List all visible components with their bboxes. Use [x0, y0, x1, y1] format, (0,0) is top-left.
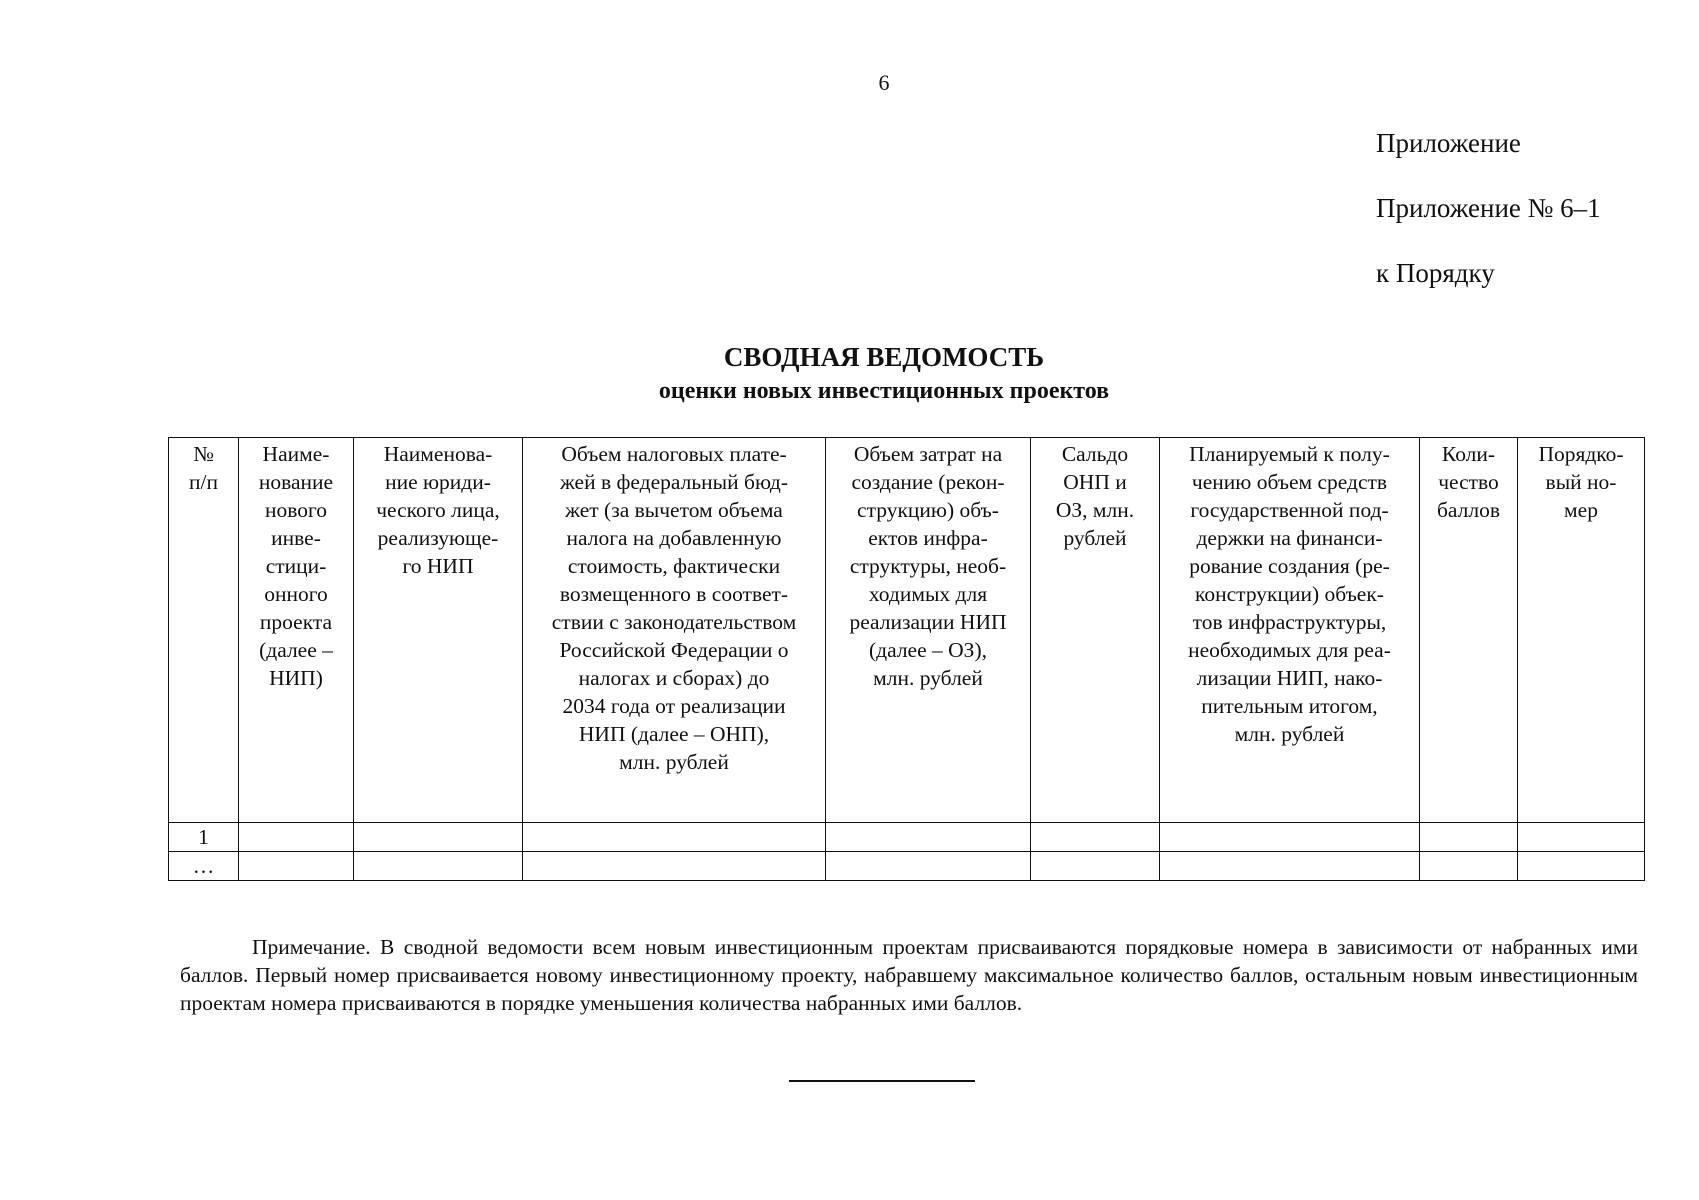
table-cell: [1518, 823, 1645, 852]
table-cell: [239, 823, 354, 852]
appendix-reference: к Порядку: [1376, 258, 1495, 288]
document-title: СВОДНАЯ ВЕДОМОСТЬ: [723, 342, 1045, 372]
table-cell: [1031, 823, 1160, 852]
table-cell: [826, 823, 1031, 852]
appendix-number: Приложение № 6–1: [1376, 193, 1601, 223]
table-cell: [1420, 852, 1518, 881]
document-subtitle: оценки новых инвестиционных проектов: [658, 378, 1110, 404]
table-cell: …: [169, 852, 239, 881]
header-project-name: Наиме- нование нового инве- стици- онного проекта (далее – НИП): [239, 438, 354, 823]
table-header-row: [169, 438, 1645, 823]
table-row: [169, 823, 1645, 852]
footnote: Примечание. В сводной ведомости всем новым инвестиционным проектам присваиваются порядковые номера в зависимости от набранных ими баллов. Первый номер присваивается новому инвестиционному проекту, набравшему максимальное количество баллов, остальным новым инвестиционным проектам номера присваиваются в порядке уменьшения количества набранных ими баллов.: [180, 935, 1638, 1015]
table-cell: [1160, 852, 1420, 881]
header-state-support: Планируемый к полу- чению объем средств государственной под- держки на финанси- рование создания (ре- конструкции) объек- тов инфраструктуры, необходимых для реа- лизации НИП, нако- пительным итогом, млн. рублей: [1160, 438, 1420, 823]
table-cell: [354, 823, 523, 852]
table-cell: [826, 852, 1031, 881]
header-balance: Сальдо ОНП и ОЗ, млн. рублей: [1031, 438, 1160, 823]
appendix-label: Приложение: [1376, 128, 1521, 158]
page-number: 6: [878, 70, 890, 95]
end-rule: [789, 1080, 975, 1082]
table-cell: [523, 823, 826, 852]
table-cell: [1518, 852, 1645, 881]
table-cell: 1: [169, 823, 239, 852]
header-score: Коли- чество баллов: [1420, 438, 1518, 823]
header-infrastructure-costs: Объем затрат на создание (рекон- струкцию) объ- ектов инфра- структуры, необ- ходимых для реализации НИП (далее – ОЗ), млн. рублей: [826, 438, 1031, 823]
header-legal-entity: Наименова- ние юриди- ческого лица, реализующе- го НИП: [354, 438, 523, 823]
table-cell: [239, 852, 354, 881]
header-rank: Порядко- вый но- мер: [1518, 438, 1645, 823]
table-cell: [1420, 823, 1518, 852]
table-cell: [1160, 823, 1420, 852]
summary-table: [168, 437, 1645, 881]
table-cell: [354, 852, 523, 881]
table-cell: [523, 852, 826, 881]
header-index: № п/п: [169, 438, 239, 823]
table-row: [169, 852, 1645, 881]
table-cell: [1031, 852, 1160, 881]
header-tax-payments: Объем налоговых плате- жей в федеральный бюд- жет (за вычетом объема налога на добавленную стоимость, фактически возмещенного в соответ- ствии с законодательством Российской Федерации о налогах и сборах) до 2034 года от реализации НИП (далее – ОНП), млн. рублей: [523, 438, 826, 823]
